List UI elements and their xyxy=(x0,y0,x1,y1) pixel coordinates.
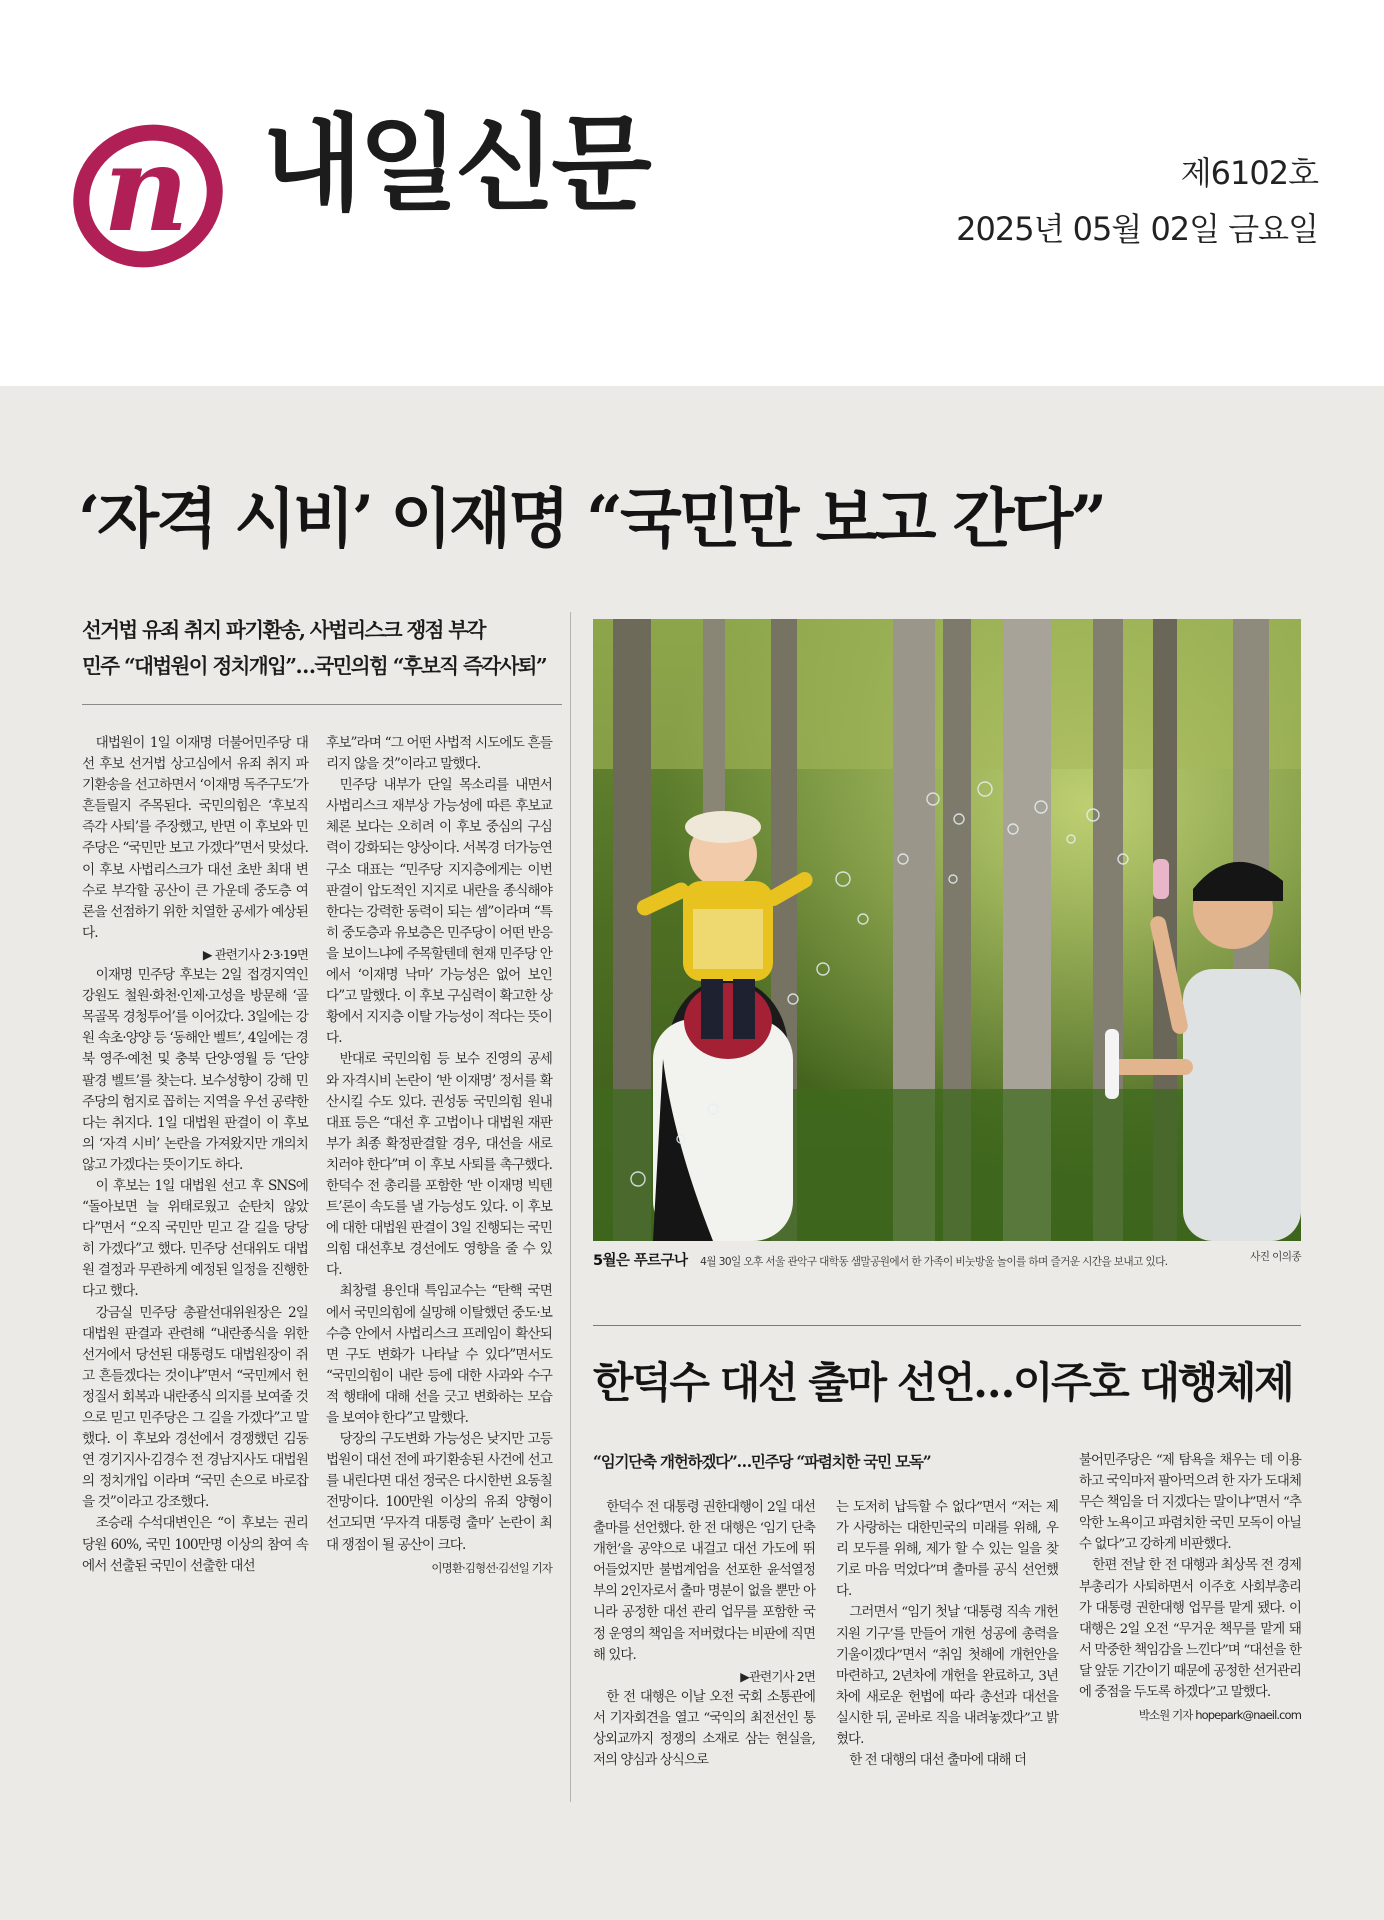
caption-text: 4월 30일 오후 서울 관악구 대학동 샘말공원에서 한 가족이 비눗방울 놀이를 하며 즐거운 시간을 보내고 있다. xyxy=(700,1256,1168,1268)
column-divider xyxy=(570,612,571,1802)
paragraph: 민주당 내부가 단일 목소리를 내면서 사법리스크 재부상 가능성에 따른 후보교체론 보다는 오히려 이 후보 중심의 구심력이 강화되는 양상이다. 서복경 더가능연구소 대표는 “민주당 지지층에게는 이번 판결이 압도적인 지지로 내란을 종식해야 한다는 강력한 동력이 되는 셈”이라며 “특히 중도층과 유보층은 민주당이 어떤 반응을 보이느냐에 주목할텐데 현재 민주당 안에서 ‘이재명 낙마’ 가능성은 없어 보인다”고 말했다. 이 후보 구심력이 확고한 상황에서 지지층 이탈 가능성이 적다는 뜻이다. xyxy=(326,777,552,1047)
photo-credit: 사진 이의종 xyxy=(1250,1251,1301,1263)
paragraph: 는 도저히 납득할 수 없다”면서 “저는 제가 사랑하는 대한민국의 미래를 위해, 우리 모두를 위해, 제가 할 수 있는 일을 찾기로 마음 먹었다”며 출마를 공식 선언했다. xyxy=(836,1500,1058,1600)
paragraph: 조승래 수석대변인은 “이 후보는 권리당원 60%, 국민 100만명 이상의 참여 속에서 선출된 국민이 선출한 대선 xyxy=(82,1515,308,1574)
lead-column-1 xyxy=(82,733,308,1577)
issue-number: 제6102호 xyxy=(1180,154,1318,192)
photo-park-family xyxy=(593,619,1301,1241)
paragraph: 당장의 구도변화 가능성은 낮지만 고등법원이 대선 전에 파기환송된 사건에 선고를 내린다면 대선 정국은 다시한번 요동칠 전망이다. 100만원 이상의 유죄 양형이 선고되면 ‘무자격 대통령 출마’ 논란이 최대 쟁점이 될 공산이 크다. xyxy=(326,1431,552,1553)
paragraph: 한덕수 전 대통령 권한대행이 2일 대선 출마를 선언했다. 한 전 대행은 ‘임기 단축 개헌’을 공약으로 내걸고 대선 가도에 뛰어들었지만 불법계엄을 선포한 윤석열정부의 2인자로서 출마 명분이 없을 뿐만 아니라 공정한 대선 관리 업무를 포함한 국정 운영의 책임을 저버렸다는 비판에 직면해 있다. xyxy=(593,1500,815,1663)
related-articles-ref[interactable]: ▶ 관련기사 2·3·19면 xyxy=(202,946,308,962)
paragraph: 이 후보는 1일 대법원 선고 후 SNS에 “돌아보면 늘 위태로웠고 순탄치 않았다”면서 “오직 국민만 믿고 갈 길을 당당히 가겠다”고 했다. 민주당 선대위도 대법원 결정과 무관하게 예정된 일정을 진행한다고 했다. xyxy=(82,1177,308,1300)
paragraph: 한 전 대행의 대선 출마에 대해 더 xyxy=(849,1753,1026,1769)
paragraph: 한 전 대행은 이날 오전 국회 소통관에서 기자회견을 열고 “국익의 최전선인 통상외교까지 정쟁의 소재로 삼는 현실을, 저의 양심과 상식으로 xyxy=(593,1689,815,1769)
paragraph: 한편 전날 한 전 대행과 최상목 전 경제부총리가 사퇴하면서 이주호 사회부총리가 대통령 권한대행 업무를 맡게 됐다. 이 대행은 2일 오전 “무거운 책무를 맡게 돼서 막중한 책임감을 느낀다”며 “대선을 한 달 앞둔 기간이기 때문에 공정한 선거관리에 중점을 두도록 하겠다”고 말했다. xyxy=(1079,1558,1301,1701)
paragraph: 그러면서 “임기 첫날 ‘대통령 직속 개헌 지원 기구’를 만들어 개헌 성공에 총력을 기울이겠다”면서 “취임 첫해에 개헌안을 마련하고, 2년차에 개헌을 완료하고, 3년차에 새로운 헌법에 따라 총선과 대선을 실시한 뒤, 곧바로 직을 내려놓겠다”고 밝혔다. xyxy=(836,1605,1058,1748)
paragraph: 이재명 민주당 후보는 2일 접경지역인 강원도 철원·화천·인제·고성을 방문해 ‘골목골목 경청투어’를 이어갔다. 3일에는 강원 속초·양양 등 ‘동해안 벨트’, 4일에는 경북 영주·예천 및 충북 단양·영월 등 ‘단양팔경 벨트’를 찾는다. 보수성향이 강해 민주당의 험지로 꼽히는 지역을 우선 공략한다는 취지다. 1일 대법원 판결이 이 후보의 ‘자격 시비’ 논란을 가져왔지만 개의치 않고 가겠다는 뜻이기도 하다. xyxy=(82,967,308,1173)
naeil-logo-icon[interactable] xyxy=(62,112,232,272)
issue-date: 2025년 05월 02일 금요일 xyxy=(956,210,1318,248)
second-column-2 xyxy=(836,1497,1058,1771)
logo-letter: n xyxy=(103,119,189,258)
lead-column-2 xyxy=(326,733,552,1579)
second-column-3 xyxy=(1079,1450,1301,1726)
section-rule xyxy=(593,1325,1301,1326)
masthead xyxy=(0,0,1384,386)
paragraph: 후보”라며 “그 어떤 사법적 시도에도 흔들리지 않을 것”이라고 말했다. xyxy=(326,735,552,773)
subhead-rule xyxy=(82,704,562,705)
lead-subhead xyxy=(82,612,562,684)
lead-subhead-line: 선거법 유죄 취지 파기환송, 사법리스크 쟁점 부각 xyxy=(82,618,485,642)
related-articles-ref[interactable]: ▶관련기사 2면 xyxy=(740,1668,815,1684)
second-column-1 xyxy=(593,1497,815,1771)
byline: 이명환·김형선·김선일 기자 xyxy=(431,1560,552,1575)
second-subhead: “임기단축 개헌하겠다”…민주당 “파렴치한 국민 모독” xyxy=(593,1452,931,1471)
photo-caption xyxy=(593,1249,1301,1270)
lead-headline[interactable]: ‘자격 시비’ 이재명 “국민만 보고 간다” xyxy=(78,482,1105,557)
newspaper-title[interactable]: 내일신문 xyxy=(262,103,648,225)
paragraph: 최창렬 용인대 특임교수는 “탄핵 국면에서 국민의힘에 실망해 이탈했던 중도·보수층 안에서 사법리스크 프레임이 확산되면 구도 변화가 나타날 수 있다”면서도 “국민의힘이 내란 등에 대한 사과와 수구적 행태에 대해 선을 긋고 변화하는 모습을 보여야 한다”고 말했다. xyxy=(326,1283,552,1426)
paragraph: 반대로 국민의힘 등 보수 진영의 공세와 자격시비 논란이 ‘반 이재명’ 정서를 확산시킬 수도 있다. 권성동 국민의힘 원내대표 등은 “대선 후 고법이나 대법원 재판부가 최종 확정판결할 경우, 대선을 새로 치러야 한다”며 이 후보 사퇴를 촉구했다. 한덕수 전 총리를 포함한 ‘반 이재명 빅텐트’론이 속도를 낼 가능성도 있다. 이 후보에 대한 대법원 판결이 3일 진행되는 국민의힘 대선후보 경선에도 영향을 줄 수 있다. xyxy=(326,1051,552,1279)
paragraph: 불어민주당은 “제 탐욕을 채우는 데 이용하고 국익마저 팔아먹으려 한 자가 도대체 무슨 책임을 더 지겠다는 말이냐”면서 “추악한 노욕이고 파렴치한 국민 모독이 아닐 수 없다”고 강하게 비판했다. xyxy=(1079,1453,1301,1553)
byline: 박소원 기자 hopepark@naeil.com xyxy=(1138,1708,1301,1723)
second-headline[interactable]: 한덕수 대선 출마 선언…이주호 대행체제 xyxy=(593,1358,1293,1407)
feature-photo[interactable] xyxy=(593,619,1301,1241)
caption-title: 5월은 푸르구나 xyxy=(593,1253,688,1269)
paragraph: 대법원이 1일 이재명 더불어민주당 대선 후보 선거법 상고심에서 유죄 취지 파기환송을 선고하면서 ‘이재명 독주구도’가 흔들릴지 주목된다. 국민의힘은 ‘후보직 즉각 사퇴’를 주장했고, 반면 이 후보와 민주당은 “국민만 보고 가겠다”면서 맞섰다. 이 후보 사법리스크가 대선 초반 최대 변수로 부각할 공산이 큰 가운데 중도층 여론을 선점하기 위한 치열한 공세가 예상된다. xyxy=(82,735,308,941)
lead-subhead-line: 민주 “대법원이 정치개입”…국민의힘 “후보직 즉각사퇴” xyxy=(82,654,547,678)
paragraph: 강금실 민주당 총괄선대위원장은 2일 대법원 판결과 관련해 “내란종식을 위한 선거에서 당선된 대통령도 대법원장이 쥐고 흔들겠다는 것이냐”면서 “국민께서 헌정질서 회복과 내란종식 의지를 보여줄 것으로 믿고 민주당은 그 길을 가겠다”고 말했다. 이 후보와 경선에서 경쟁했던 김동연 경기지사·김경수 전 경남지사도 대법원의 정치개입 이라며 “국민 손으로 바로잡을 것”이라고 강조했다. xyxy=(82,1304,308,1511)
